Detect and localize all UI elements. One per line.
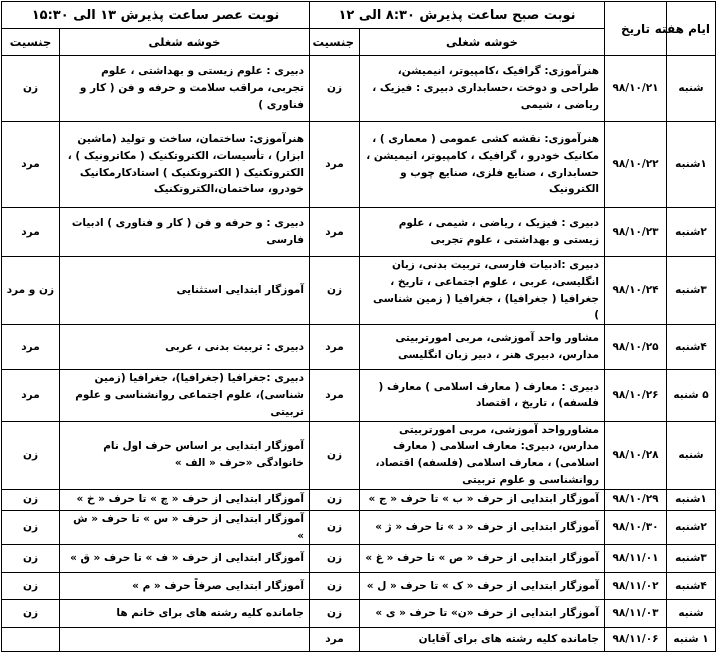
afternoon-gender-cell: زن bbox=[2, 573, 60, 600]
table-row bbox=[2, 370, 716, 421]
afternoon-field-cell: دبیری : تربیت بدنی ، عربی bbox=[60, 325, 310, 370]
morning-field-cell: آموزگار ابتدایی از حرف « ص » تا حرف « غ » bbox=[360, 545, 605, 573]
table-row bbox=[2, 600, 716, 628]
table-row bbox=[2, 573, 716, 600]
table-row bbox=[2, 489, 716, 510]
date-cell: ۹۸/۱۰/۲۵ bbox=[605, 325, 667, 370]
date-cell: ۹۸/۱۱/۰۶ bbox=[605, 628, 667, 652]
morning-gender-cell: زن bbox=[310, 510, 360, 545]
days-header: ایام هفته bbox=[667, 2, 716, 56]
morning-gender-cell: مرد bbox=[310, 325, 360, 370]
morning-field-cell: آموزگار ابتدایی از حرف « ب » تا حرف « ج » bbox=[360, 489, 605, 510]
day-cell: ۳شنبه bbox=[667, 545, 716, 573]
afternoon-field-cell: هنرآموزی: ساختمان، ساخت و تولید (ماشین ابزار) ، تأسیسات، الکتروتکنیک ( مکاترونیک ) ، الکتروتکنیک ( الکتروتکنیک ) استادکارمکانیک خودرو، ساختمان،الکتروتکنیک bbox=[60, 122, 310, 208]
morning-gender-cell: زن bbox=[310, 573, 360, 600]
afternoon-gender-header: جنسیت bbox=[2, 29, 60, 56]
date-cell: ۹۸/۱۰/۲۹ bbox=[605, 489, 667, 510]
afternoon-field-cell: آموزگار ابتدایی از حرف « ف » تا حرف « ق » bbox=[60, 545, 310, 573]
day-cell: ۲شنبه bbox=[667, 510, 716, 545]
morning-field-cell: مشاور واحد آموزشی، مربی امورتربیتی مدارس، دبیری هنر ، دبیر زبان انگلیسی bbox=[360, 325, 605, 370]
date-cell: ۹۸/۱۰/۲۲ bbox=[605, 122, 667, 208]
date-cell: ۹۸/۱۰/۲۸ bbox=[605, 421, 667, 489]
afternoon-field-cell: آموزگار ابتدایی استثنایی bbox=[60, 257, 310, 325]
table-row bbox=[2, 545, 716, 573]
day-cell: ۵ شنبه bbox=[667, 370, 716, 421]
schedule-table bbox=[1, 1, 716, 652]
afternoon-field-cell: آموزگار ابتدایی از حرف « س » تا حرف « ش » bbox=[60, 510, 310, 545]
table-row bbox=[2, 122, 716, 208]
morning-gender-cell: مرد bbox=[310, 628, 360, 652]
morning-field-cell: هنرآموزی: گرافیک ،کامپیوتر، انیمیشن، طراحی و دوخت ،حسابداری دبیری : فیزیک ، ریاضی ، شیمی bbox=[360, 56, 605, 122]
afternoon-gender-cell: مرد bbox=[2, 325, 60, 370]
afternoon-shift-header: نوبت عصر ساعت پذیرش ۱۳ الی ۱۵:۳۰ bbox=[2, 2, 310, 29]
day-cell: ۱شنبه bbox=[667, 489, 716, 510]
morning-field-cell: آموزگار ابتدایی از حرف « د » تا حرف « ژ » bbox=[360, 510, 605, 545]
table-row bbox=[2, 325, 716, 370]
morning-gender-cell: زن bbox=[310, 545, 360, 573]
morning-field-cell: هنرآموزی: نقشه کشی عمومی ( معماری ) ، مکانیک خودرو ، گرافیک ، کامپیوتر، انیمیشن ، حسابداری ، صنایع فلزی، صنایع چوب و الکترونیک bbox=[360, 122, 605, 208]
date-header: تاریخ bbox=[605, 2, 667, 56]
morning-gender-cell: مرد bbox=[310, 370, 360, 421]
afternoon-gender-cell bbox=[2, 628, 60, 652]
afternoon-gender-cell: زن bbox=[2, 421, 60, 489]
morning-gender-cell: مرد bbox=[310, 122, 360, 208]
morning-field-cell: آموزگار ابتدایی از حرف «ن» تا حرف « ی » bbox=[360, 600, 605, 628]
morning-field-cell: آموزگار ابتدایی از حرف « ک » تا حرف « ل » bbox=[360, 573, 605, 600]
afternoon-field-cell: آموزگار ابتدایی بر اساس حرف اول نام خانوادگی «حرف « الف » bbox=[60, 421, 310, 489]
afternoon-gender-cell: زن bbox=[2, 489, 60, 510]
schedule-body bbox=[2, 56, 716, 652]
morning-gender-cell: زن bbox=[310, 257, 360, 325]
date-cell: ۹۸/۱۰/۲۱ bbox=[605, 56, 667, 122]
morning-field-cell: دبیری :ادبیات فارسی، تربیت بدنی، زبان انگلیسی، عربی ، علوم اجتماعی ، تاریخ ، جغرافیا ( جغرافیا) ، جغرافیا ( زمین شناسی ) bbox=[360, 257, 605, 325]
afternoon-field-cell: آموزگار ابتدایی از حرف « چ » تا حرف « خ » bbox=[60, 489, 310, 510]
table-row bbox=[2, 56, 716, 122]
table-row bbox=[2, 628, 716, 652]
date-cell: ۹۸/۱۰/۳۰ bbox=[605, 510, 667, 545]
afternoon-gender-cell: زن bbox=[2, 510, 60, 545]
afternoon-field-cell: دبیری :جغرافیا (جغرافیا)، جغرافیا (زمین شناسی)، علوم اجتماعی روانشناسی و علوم تربیتی bbox=[60, 370, 310, 421]
morning-gender-cell: زن bbox=[310, 421, 360, 489]
date-cell: ۹۸/۱۰/۲۴ bbox=[605, 257, 667, 325]
table-row bbox=[2, 208, 716, 257]
morning-field-header: خوشه شغلی bbox=[360, 29, 605, 56]
table-row bbox=[2, 421, 716, 489]
table-row bbox=[2, 257, 716, 325]
date-cell: ۹۸/۱۱/۰۳ bbox=[605, 600, 667, 628]
day-cell: ۴شنبه bbox=[667, 325, 716, 370]
afternoon-field-cell: دبیری : و حرفه و فن ( کار و فناوری ) ادبیات فارسی bbox=[60, 208, 310, 257]
morning-shift-header: نوبت صبح ساعت پذیرش ۸:۳۰ الی ۱۲ bbox=[310, 2, 605, 29]
date-cell: ۹۸/۱۰/۲۳ bbox=[605, 208, 667, 257]
afternoon-gender-cell: مرد bbox=[2, 122, 60, 208]
day-cell: ۱شنبه bbox=[667, 122, 716, 208]
afternoon-gender-cell: زن bbox=[2, 545, 60, 573]
table-row bbox=[2, 510, 716, 545]
day-cell: ۲شنبه bbox=[667, 208, 716, 257]
afternoon-gender-cell: مرد bbox=[2, 208, 60, 257]
date-cell: ۹۸/۱۰/۲۶ bbox=[605, 370, 667, 421]
afternoon-gender-cell: مرد bbox=[2, 370, 60, 421]
afternoon-field-cell: دبیری : علوم زیستی و بهداشتی ، علوم تجربی، مراقب سلامت و حرفه و فن ( کار و فناوری ) bbox=[60, 56, 310, 122]
morning-gender-cell: زن bbox=[310, 56, 360, 122]
day-cell: ۳شنبه bbox=[667, 257, 716, 325]
afternoon-gender-cell: زن bbox=[2, 56, 60, 122]
afternoon-gender-cell: زن و مرد bbox=[2, 257, 60, 325]
afternoon-field-cell: جامانده کلیه رشته های برای خانم ها bbox=[60, 600, 310, 628]
morning-gender-header: جنسیت bbox=[310, 29, 360, 56]
morning-field-cell: دبیری : معارف ( معارف اسلامی ) معارف ( فلسفه) ، تاریخ ، اقتصاد bbox=[360, 370, 605, 421]
day-cell: شنبه bbox=[667, 56, 716, 122]
morning-gender-cell: زن bbox=[310, 489, 360, 510]
date-cell: ۹۸/۱۱/۰۱ bbox=[605, 545, 667, 573]
morning-field-cell: مشاورواحد آموزشی، مربی امورتربیتی مدارس، دبیری: معارف اسلامی ( معارف اسلامی) ، معارف اسلامی (فلسفه) اقتصاد، روانشناسی و علوم تربیتی bbox=[360, 421, 605, 489]
day-cell: شنبه bbox=[667, 600, 716, 628]
morning-field-cell: دبیری : فیزیک ، ریاضی ، شیمی ، علوم زیستی و بهداشتی ، علوم تجربی bbox=[360, 208, 605, 257]
day-cell: شنبه bbox=[667, 421, 716, 489]
day-cell: ۴شنبه bbox=[667, 573, 716, 600]
afternoon-gender-cell: زن bbox=[2, 600, 60, 628]
morning-field-cell: جامانده کلیه رشته های برای آقایان bbox=[360, 628, 605, 652]
afternoon-field-cell bbox=[60, 628, 310, 652]
afternoon-field-cell: آموزگار ابتدایی صرفاً حرف « م » bbox=[60, 573, 310, 600]
afternoon-field-header: خوشه شغلی bbox=[60, 29, 310, 56]
day-cell: ۱ شنبه bbox=[667, 628, 716, 652]
morning-gender-cell: زن bbox=[310, 600, 360, 628]
morning-gender-cell: مرد bbox=[310, 208, 360, 257]
date-cell: ۹۸/۱۱/۰۲ bbox=[605, 573, 667, 600]
